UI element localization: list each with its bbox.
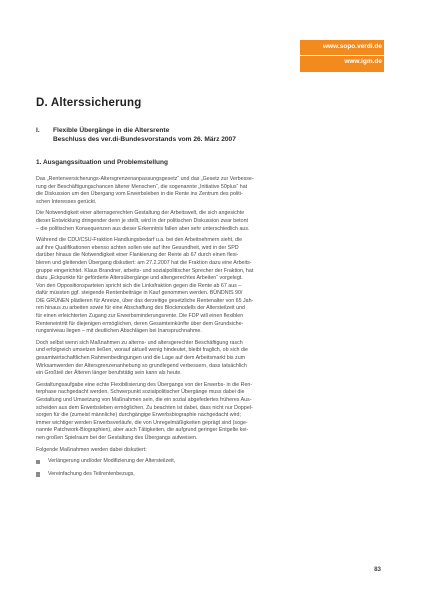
subsection-heading (36, 127, 376, 144)
subsection-title: Flexible Übergänge in die Altersrente (53, 127, 170, 134)
paragraph: Während die CDU/CSU-Fraktion Handlungsbedarf u.a. bei den Arbeitnehmern sieht, die auf ihre Qualifikationen ebenso achten sollen wie auf ihre Gesundheit, wird in der SPD darüber hinaus die Notwendigkeit einer Flankierung der Rente ab 67 durch einen flexi- bleren und gleitenden Übergang diskutiert: am 27.2.2007 hat die Fraktion dazu eine Arbeits- gruppe eingerichtet. Klaus Brandner, arbeits- und sozialpolitischer Sprecher der Fraktion, hat dazu „Eckpunkte für geförderte Altersübergänge und altengerechtes Arbeiten“ vorgelegt. Von den Oppositionsparteien spricht sich die Linksfraktion gegen die Rente ab 67 aus – dafür müssten ggf. steigende Rentenbeiträge in Kauf genommen werden. BÜNDNIS 90/ DIE GRÜNEN plädieren für Anreize, über das derzeitige gesetzliche Rentenalter von 65 Jah- ren hinaus zu arbeiten sowie für eine Abschaffung des Blockmodells der Altersteilzeit und für einen erleichterten Zugang zur Erwerbsminderungsrente. Die FDP will einen flexiblen Renteneintritt für diejenigen ermöglichen, deren Gesamteinkünfte über dem Grundsiche- rungsniveau liegen – mit deutlichen Abschlägen bei Inanspruchnahme. (36, 237, 254, 335)
paragraph: Das „Rentenversicherungs-Altersgrenzenanpassungsgesetz“ und das „Gesetz zur Verbesse- rung der Beschäftigungschancen älterer Menschen“, die sogenannte „Initiative 50plus“ hat die Diskussion um den Übergang vom Erwerbsleben in die Rente ins Zentrum des politi- schen Interesses gerückt. (36, 176, 254, 205)
bullet-square-icon (36, 472, 40, 476)
header-link-igm[interactable]: www.igm.de (344, 58, 382, 65)
body-text (36, 176, 378, 483)
subsection-subtitle: Beschluss des ver.di-Bundesvorstands vom 26. März 2007 (53, 135, 236, 143)
page-number: 83 (374, 566, 381, 573)
list-item (36, 471, 378, 479)
subsection-number: I. (36, 127, 40, 134)
list-item (36, 458, 378, 466)
subsubsection-title: 1. Ausgangssituation und Problemstellung (36, 159, 168, 166)
paragraph: Gestaltungsaufgabe eine echte Flexibilisierung des Übergangs von der Erwerbs- in die Ren- terphase nachgedacht werden. Schwerpunkt sozialpolitischer Übergänge muss dabei die Gestaltung und Umsetzung von Maßnahmen sein, die ein sozial abgefedertes früheres Aus- scheiden aus dem Erwerbsleben ermöglichen. Zu beachten ist dabei, dass nicht nur Doppel- sorgen für die (zumeist männliche) durchgängige Erwerbsbiographie nachgedacht wird; immer wichtiger werden Erwerbsverläufe, die von Unregelmäßigkeiten geprägt sind (soge- nannte Patchwork-Biographien), aber auch Tätigkeiten, die aufgrund geringer Entgelte kei- nen großen Spielraum bei der Gestaltung des Übergangs aufweisen. (36, 381, 253, 441)
section-title: D. Alterssicherung (36, 97, 142, 109)
header-link-sopo[interactable]: www.sopo.verdi.de (323, 43, 382, 50)
list-item-text: Verlängerung und/oder Modifizierung der Altersteilzeit, (48, 458, 176, 465)
paragraph: Folgende Maßnahmen werden dabei diskutiert: (36, 446, 147, 453)
bullet-square-icon (36, 460, 40, 464)
list-item-text: Vereinfachung des Teilrentenbezugs, (48, 470, 135, 477)
paragraph: Die Notwendigkeit einer alternsgerechten Gestaltung der Arbeitswelt, die sich angesichte dieser Entwicklung dringender denn je stellt, wird in der politischen Diskussion zwar betont – die politischen Konsequenzen aus dieser Erkenntnis fallen aber sehr unterschiedlich aus. (36, 210, 250, 232)
paragraph: Doch selbst wenn sich Maßnahmen zu alterns- und altersgerechter Beschäftigung rasch und erfolgreich umsetzen ließen, worauf aktuell wenig hindeutet, bleibt fraglich, ob sich die gesamtwirtschaftlichen Rahmenbedingungen und die Lage auf dem Arbeitsmarkt bis zum Wirksamwerden der Altersgrenzenanhebung so grundlegend verbessern, dass tatsächlich ein Großteil der Älteren länger berufstätig sein kann als heute. (36, 339, 248, 377)
header-divider (300, 55, 384, 56)
